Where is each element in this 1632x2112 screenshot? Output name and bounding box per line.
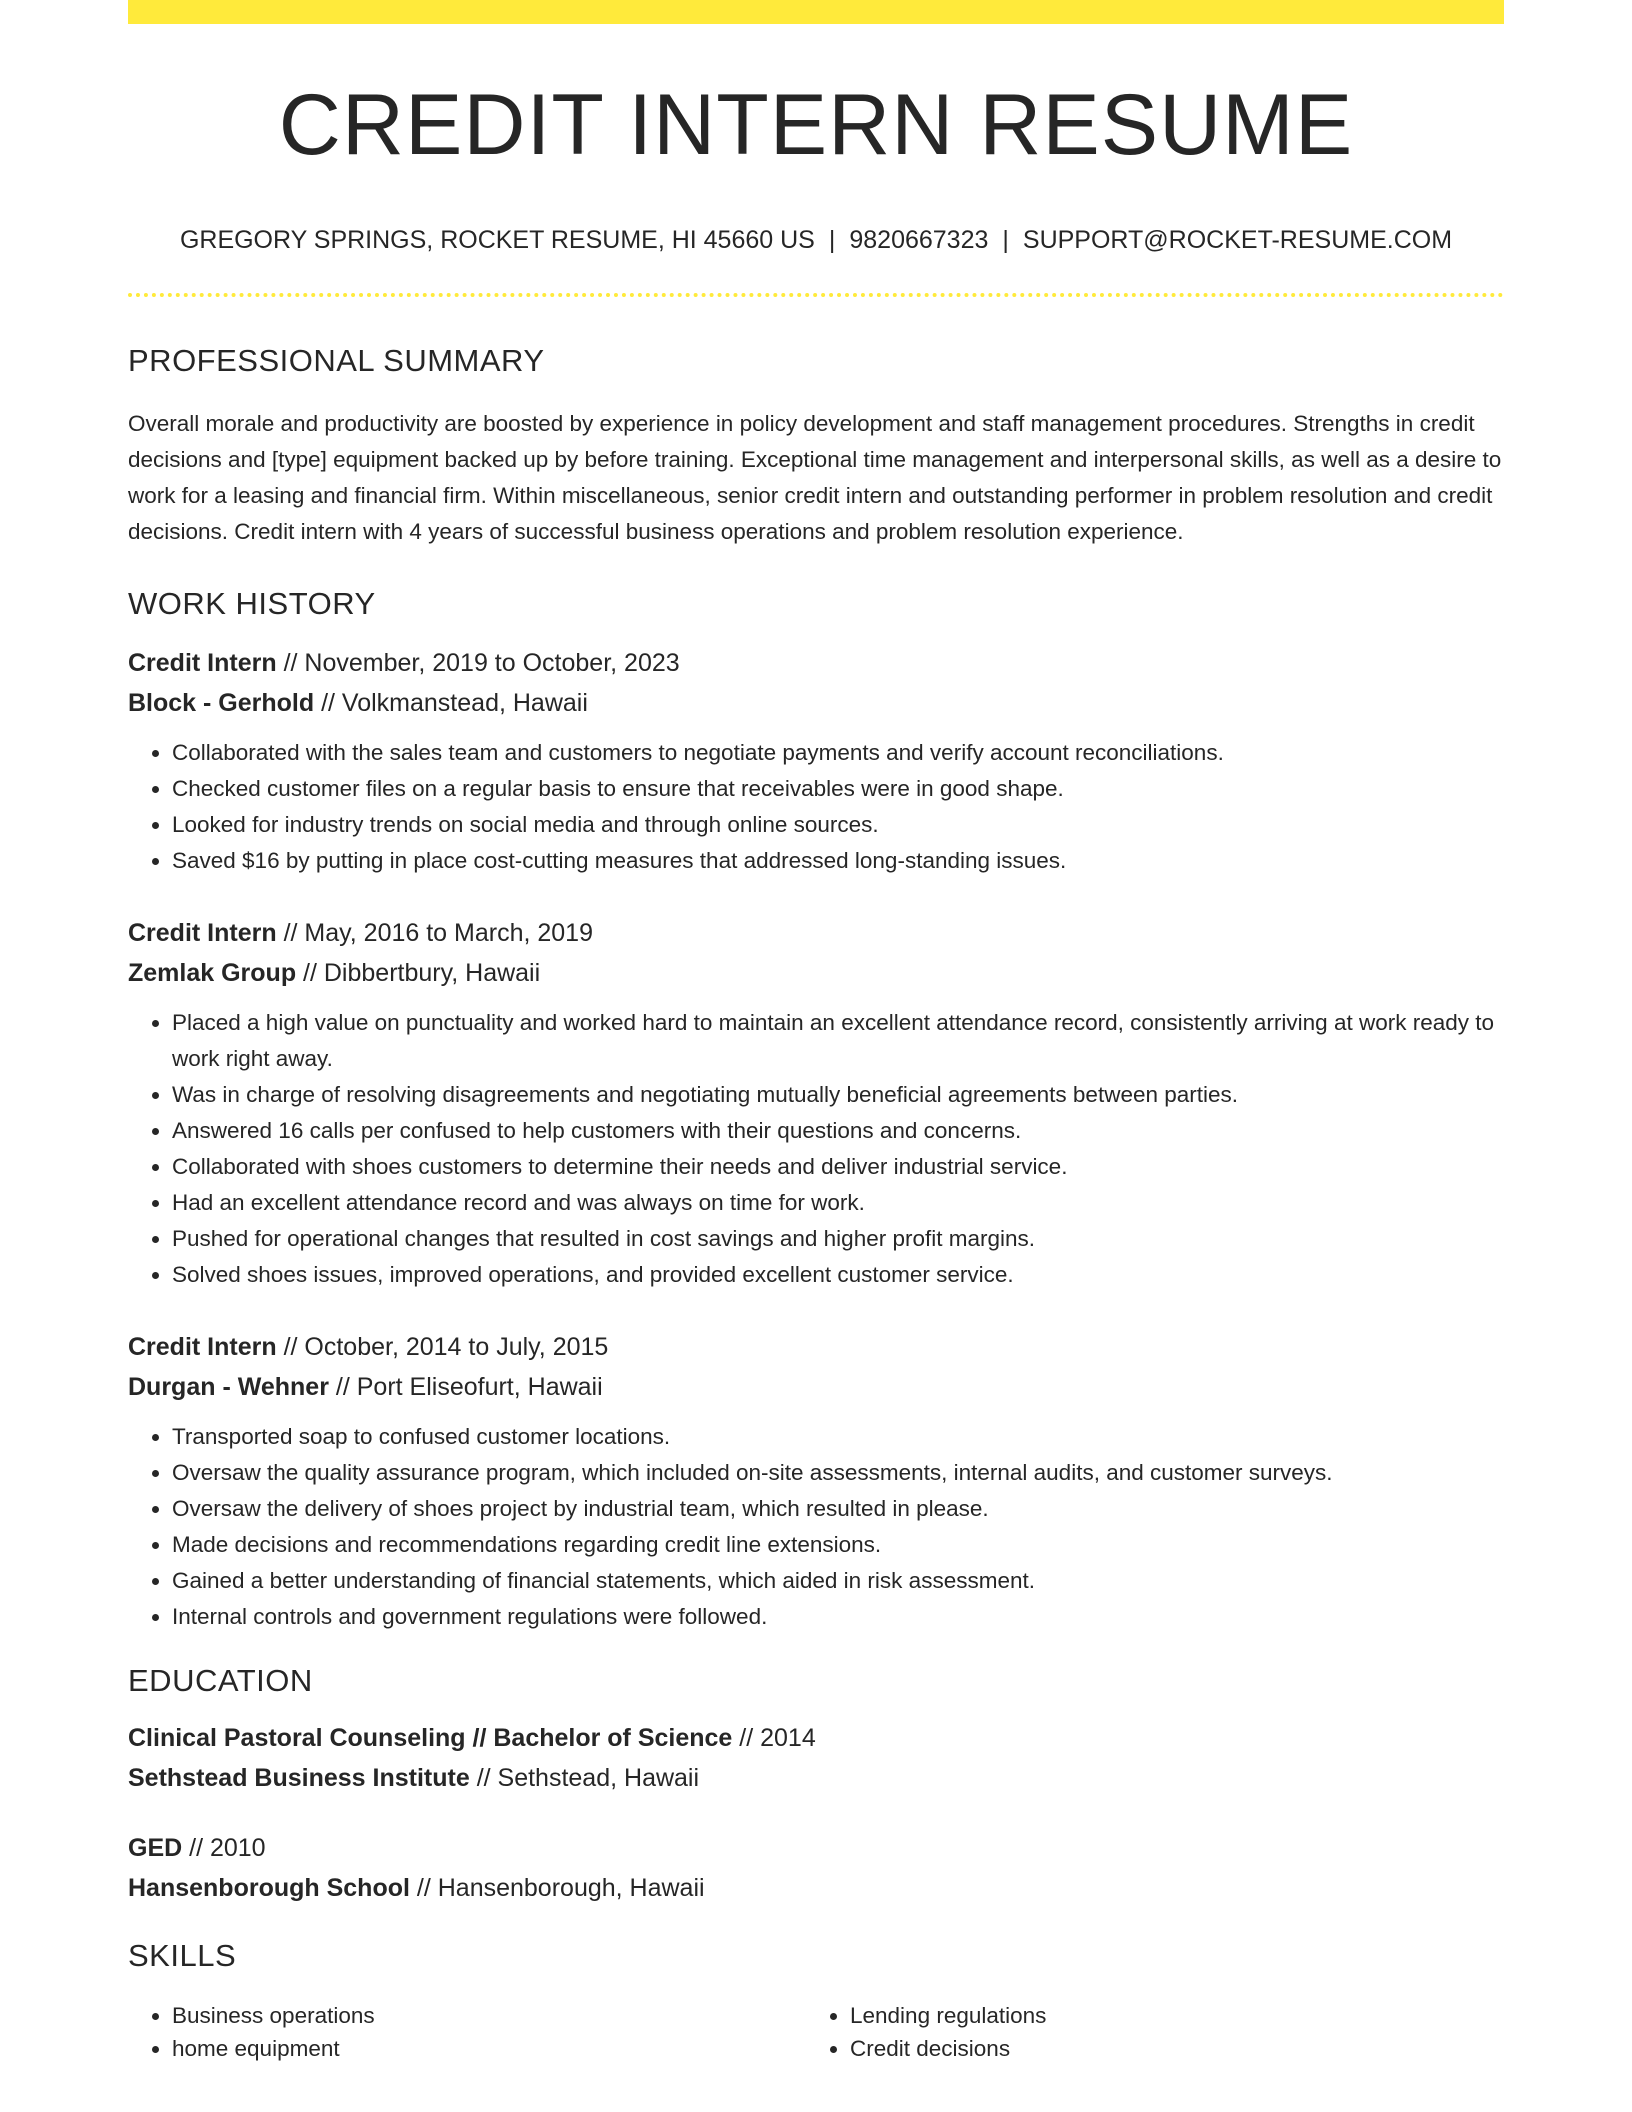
education-year: // 2014: [732, 1724, 816, 1752]
job-company: Durgan - Wehner: [128, 1373, 329, 1401]
skills-heading: SKILLS: [128, 1938, 237, 1973]
job-bullet: • Looked for industry trends on social media and through online sources.: [172, 807, 1504, 843]
accent-bar: [128, 0, 1504, 24]
education-school-line: [128, 1868, 1504, 1908]
education-degree-line: [128, 1828, 1504, 1868]
job-bullet: • Answered 16 calls per confused to help customers with their questions and concerns.: [172, 1113, 1504, 1149]
job-bullet: • Placed a high value on punctuality and worked hard to maintain an excellent attendance record, consistently arriving at work ready to work right away.: [172, 1005, 1504, 1077]
job-bullet: • Had an excellent attendance record and was always on time for work.: [172, 1185, 1504, 1221]
job-company: Zemlak Group: [128, 959, 297, 987]
summary-heading: PROFESSIONAL SUMMARY: [128, 343, 545, 378]
contact-line: [128, 228, 1504, 253]
job-dates: // May, 2016 to March, 2019: [276, 919, 593, 947]
skill-item: • Credit decisions: [850, 2032, 1484, 2065]
job-location: // Dibbertbury, Hawaii: [296, 959, 541, 987]
education-entry: [128, 1828, 1504, 1908]
job-bullets: [128, 1419, 1504, 1635]
education-school: Sethstead Business Institute: [128, 1764, 470, 1792]
resume-title: CREDIT INTERN RESUME: [278, 77, 1354, 173]
education-school-line: [128, 1758, 1504, 1798]
education-degree: GED: [128, 1834, 183, 1862]
job-entry: [128, 643, 1504, 879]
education-entry: [128, 1718, 1504, 1798]
contact-separator: |: [828, 226, 836, 254]
job-entry: [128, 1327, 1504, 1635]
job-bullet: • Saved $16 by putting in place cost-cutting measures that addressed long-standing issues.: [172, 843, 1504, 879]
job-bullet: • Checked customer files on a regular basis to ensure that receivables were in good shape.: [172, 771, 1504, 807]
education-school: Hansenborough School: [128, 1874, 410, 1902]
skill-item: • home equipment: [172, 2032, 806, 2065]
job-entry: [128, 913, 1504, 1293]
resume-page: [128, 0, 1504, 2065]
job-location: // Volkmanstead, Hawaii: [314, 689, 588, 717]
job-title: Credit Intern: [128, 919, 277, 947]
job-bullet: • Internal controls and government regulations were followed.: [172, 1599, 1504, 1635]
job-title: Credit Intern: [128, 1333, 277, 1361]
job-bullet: • Oversaw the quality assurance program, which included on-site assessments, internal audits, and customer surveys.: [172, 1455, 1504, 1491]
skills-columns: [128, 1999, 1504, 2065]
education-year: // 2010: [182, 1834, 266, 1862]
job-title: Credit Intern: [128, 649, 277, 677]
job-location: // Port Eliseofurt, Hawaii: [328, 1373, 603, 1401]
job-title-line: [128, 913, 1504, 953]
job-bullet: • Made decisions and recommendations regarding credit line extensions.: [172, 1527, 1504, 1563]
skills-right-list: [806, 1999, 1484, 2065]
summary-text: Overall morale and productivity are boosted by experience in policy development and staff management procedures. Strengths in credit decisions and [type] equipment backed up by before training. Exceptional time management and interpersonal skills, as well as a desire to work for a leasing and financial firm. Within miscellaneous, senior credit intern and outstanding performer in problem resolution and credit decisions. Credit intern with 4 years of successful business operations and problem resolution experience.: [128, 411, 1502, 544]
education-degree-line: [128, 1718, 1504, 1758]
education-location: // Hansenborough, Hawaii: [409, 1874, 705, 1902]
job-bullet: • Pushed for operational changes that resulted in cost savings and higher profit margins.: [172, 1221, 1504, 1257]
education-degree: Clinical Pastoral Counseling // Bachelor of Science: [128, 1724, 733, 1752]
job-dates: // October, 2014 to July, 2015: [276, 1333, 609, 1361]
job-bullets: [128, 1005, 1504, 1293]
contact-address: GREGORY SPRINGS, ROCKET RESUME, HI 45660 US: [179, 226, 815, 254]
job-bullet: • Was in charge of resolving disagreements and negotiating mutually beneficial agreements between parties.: [172, 1077, 1504, 1113]
contact-separator: |: [1002, 226, 1009, 254]
contact-phone: 9820667323: [849, 226, 989, 254]
job-bullets: [128, 735, 1504, 879]
education-heading: EDUCATION: [128, 1663, 313, 1698]
job-bullet: • Gained a better understanding of financial statements, which aided in risk assessment.: [172, 1563, 1504, 1599]
education-location: // Sethstead, Hawaii: [469, 1764, 700, 1792]
skill-item: • Business operations: [172, 1999, 806, 2032]
dotted-divider: [128, 293, 1504, 297]
skill-item: • Lending regulations: [850, 1999, 1484, 2032]
job-bullet: • Transported soap to confused customer locations.: [172, 1419, 1504, 1455]
job-bullet: • Solved shoes issues, improved operations, and provided excellent customer service.: [172, 1257, 1504, 1293]
job-company-line: [128, 1367, 1504, 1407]
job-company-line: [128, 683, 1504, 723]
job-bullet: • Collaborated with the sales team and customers to negotiate payments and verify account reconciliations.: [172, 735, 1504, 771]
work-history-heading: WORK HISTORY: [128, 586, 376, 621]
job-bullet: • Collaborated with shoes customers to determine their needs and deliver industrial service.: [172, 1149, 1504, 1185]
contact-email: SUPPORT@ROCKET-RESUME.COM: [1022, 226, 1453, 254]
job-company: Block - Gerhold: [128, 689, 315, 717]
job-bullet: • Oversaw the delivery of shoes project by industrial team, which resulted in please.: [172, 1491, 1504, 1527]
job-company-line: [128, 953, 1504, 993]
job-dates: // November, 2019 to October, 2023: [276, 649, 680, 677]
job-title-line: [128, 1327, 1504, 1367]
job-title-line: [128, 643, 1504, 683]
skills-left-list: [128, 1999, 806, 2065]
